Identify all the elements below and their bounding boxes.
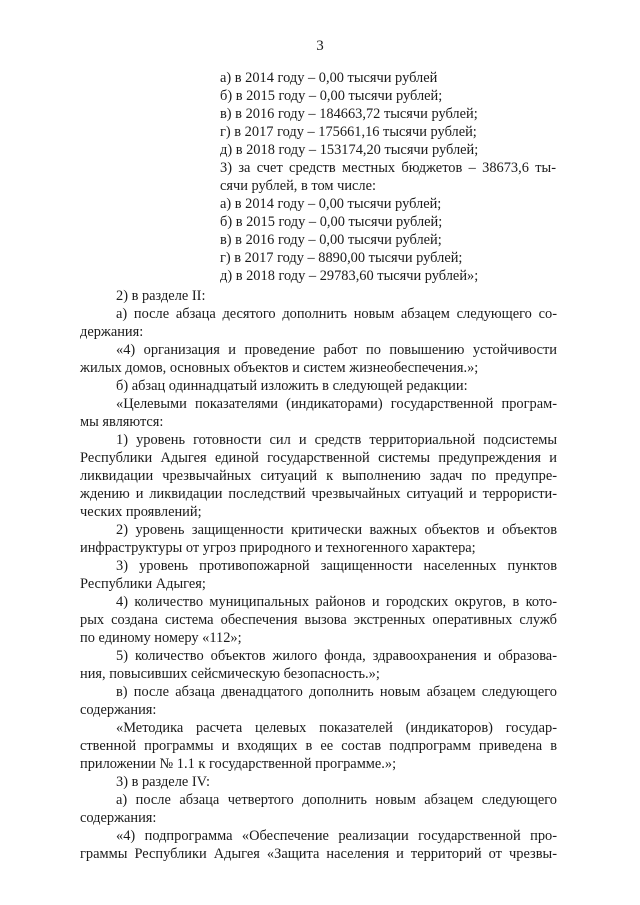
page-number: 3 bbox=[316, 38, 324, 54]
text-line: 1) уровень готовности сил и средств территориальной подсистемы bbox=[116, 432, 557, 448]
text-line: а) после абзаца десятого дополнить новым абзацем следующего со- bbox=[116, 306, 557, 322]
text-line: в) в 2016 году – 184663,72 тысячи рублей; bbox=[220, 106, 478, 122]
text-line: приложении № 1.1 к государственной программе.»; bbox=[80, 756, 397, 772]
text-line: 3) в разделе IV: bbox=[116, 774, 210, 790]
text-line: жилых домов, основных объектов и систем жизнеобеспечения.»; bbox=[80, 360, 479, 376]
text-line: «4) подпрограмма «Обеспечение реализации государственной про- bbox=[116, 828, 557, 844]
text-line: г) в 2017 году – 175661,16 тысячи рублей; bbox=[220, 124, 477, 140]
text-line: б) в 2015 году – 0,00 тысячи рублей; bbox=[220, 88, 443, 104]
text-line: г) в 2017 году – 8890,00 тысячи рублей; bbox=[220, 250, 463, 266]
text-line: б) абзац одиннадцатый изложить в следующей редакции: bbox=[116, 378, 468, 394]
text-line: мы являются: bbox=[80, 414, 164, 430]
text-line: граммы Республики Адыгея «Защита населения и территорий от чрезвы- bbox=[80, 846, 557, 862]
text-line: «Методика расчета целевых показателей (индикаторов) государ- bbox=[116, 720, 557, 736]
text-line: б) в 2015 году – 0,00 тысячи рублей; bbox=[220, 214, 443, 230]
text-line: а) в 2014 году – 0,00 тысячи рублей; bbox=[220, 196, 442, 212]
text-line: по единому номеру «112»; bbox=[80, 630, 242, 646]
text-line: сячи рублей, в том числе: bbox=[220, 178, 376, 194]
text-line: ждению и ликвидации последствий чрезвычайных ситуаций и террористи- bbox=[80, 486, 557, 502]
text-line: 2) в разделе II: bbox=[116, 288, 206, 304]
text-line: 3) за счет средств местных бюджетов – 38673,6 ты- bbox=[220, 160, 556, 176]
text-line: 4) количество муниципальных районов и городских округов, в кото- bbox=[116, 594, 557, 610]
text-line: а) в 2014 году – 0,00 тысячи рублей bbox=[220, 70, 438, 86]
text-line: ликвидации чрезвычайных ситуаций к выполнению задач по предупре- bbox=[80, 468, 557, 484]
text-line: Республики Адыгея единой государственной системы предупреждения и bbox=[80, 450, 557, 466]
text-line: Республики Адыгея; bbox=[80, 576, 206, 592]
text-line: ческих проявлений; bbox=[80, 504, 202, 520]
text-line: в) в 2016 году – 0,00 тысячи рублей; bbox=[220, 232, 442, 248]
text-line: 2) уровень защищенности критически важных объектов и объектов bbox=[116, 522, 557, 538]
text-line: ния, повысивших сейсмическую безопасность.»; bbox=[80, 666, 380, 682]
text-line: 5) количество объектов жилого фонда, здравоохранения и образова- bbox=[116, 648, 557, 664]
text-line: в) после абзаца двенадцатого дополнить новым абзацем следующего bbox=[116, 684, 557, 700]
text-line: «Целевыми показателями (индикаторами) государственной програм- bbox=[116, 396, 557, 412]
text-line: рых создана система обеспечения вызова экстренных оперативных служб bbox=[80, 612, 557, 628]
text-line: ственной программы и входящих в ее состав подпрограмм приведена в bbox=[80, 738, 557, 754]
text-line: «4) организация и проведение работ по повышению устойчивости bbox=[116, 342, 557, 358]
text-line: а) после абзаца четвертого дополнить новым абзацем следующего bbox=[116, 792, 557, 808]
text-line: инфраструктуры от угроз природного и техногенного характера; bbox=[80, 540, 476, 556]
text-line: держания: bbox=[80, 324, 144, 340]
text-line: д) в 2018 году – 153174,20 тысячи рублей; bbox=[220, 142, 479, 158]
text-line: содержания: bbox=[80, 810, 157, 826]
text-line: 3) уровень противопожарной защищенности населенных пунктов bbox=[116, 558, 557, 574]
text-line: содержания: bbox=[80, 702, 157, 718]
text-line: д) в 2018 году – 29783,60 тысячи рублей»; bbox=[220, 268, 479, 284]
